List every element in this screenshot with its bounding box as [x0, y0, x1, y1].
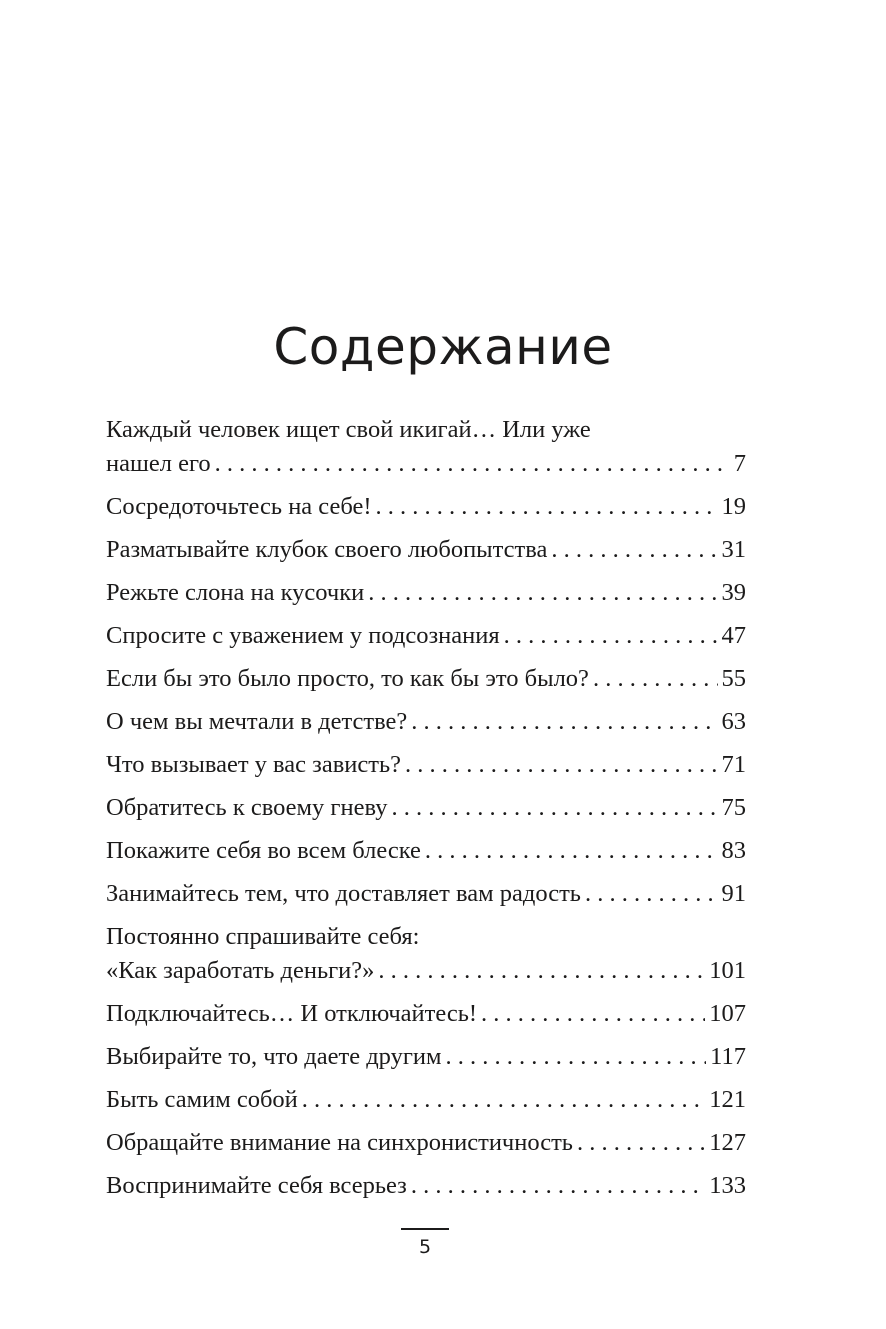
toc-entry: [106, 576, 746, 610]
toc-entry-row: [106, 877, 746, 911]
toc-entry: [106, 997, 746, 1031]
toc-entry-page-number: 55: [721, 665, 746, 692]
toc-entry-page-number: 83: [721, 837, 746, 864]
toc-entry-title: Покажите себя во всем блеске: [106, 837, 421, 864]
dot-leader: [593, 662, 718, 696]
toc-entry-title: Подключайтесь… И отключайтесь!: [106, 1000, 478, 1027]
toc-entry: [106, 1083, 746, 1117]
toc-entry-row: [106, 705, 746, 739]
toc-entry-page-number: 91: [721, 880, 746, 907]
toc-entry-page-number: 19: [721, 493, 746, 520]
dot-leader: [405, 748, 717, 782]
toc-entry: [106, 877, 746, 911]
dot-leader: [577, 1126, 705, 1160]
toc-entry-page-number: 133: [709, 1172, 746, 1199]
toc-entry-title: нашел его: [106, 450, 211, 477]
toc-entry: [106, 834, 746, 868]
dot-leader: [368, 576, 717, 610]
toc-entry-title: Обращайте внимание на синхронистичность: [106, 1129, 573, 1156]
table-of-contents: [106, 413, 746, 1212]
dot-leader: [504, 619, 718, 653]
toc-entry-page-number: 39: [721, 579, 746, 606]
dot-leader: [215, 447, 730, 481]
toc-entry-page-number: 121: [709, 1086, 746, 1113]
dot-leader: [481, 997, 705, 1031]
toc-entry-row: [106, 447, 746, 481]
toc-entry: [106, 705, 746, 739]
toc-entry-title: Быть самим собой: [106, 1086, 298, 1113]
toc-entry-page-number: 47: [721, 622, 746, 649]
toc-entry-page-number: 107: [709, 1000, 746, 1027]
toc-entry-title: Разматывайте клубок своего любопытства: [106, 536, 548, 563]
toc-entry-title: О чем вы мечтали в детстве?: [106, 708, 408, 735]
toc-entry-title: Режьте слона на кусочки: [106, 579, 365, 606]
footer-rule: [401, 1228, 449, 1230]
toc-entry-row: [106, 662, 746, 696]
toc-entry-title: Воспринимайте себя всерьез: [106, 1172, 407, 1199]
toc-entry-title-line: Постоянно спрашивайте себя:: [106, 923, 420, 950]
toc-entry: [106, 1126, 746, 1160]
toc-entry-page-number: 7: [733, 450, 746, 477]
toc-entry-row: [106, 490, 746, 524]
dot-leader: [585, 877, 718, 911]
toc-entry: [106, 791, 746, 825]
dot-leader: [446, 1040, 707, 1074]
toc-entry-title: Занимайтесь тем, что доставляет вам радость: [106, 880, 581, 907]
toc-entry-row: [106, 1040, 746, 1074]
toc-entry-title: «Как заработать деньги?»: [106, 957, 375, 984]
toc-entry: [106, 1169, 746, 1203]
dot-leader: [411, 705, 717, 739]
toc-entry-title: Выбирайте то, что даете другим: [106, 1043, 442, 1070]
toc-entry: [106, 662, 746, 696]
toc-entry: [106, 748, 746, 782]
toc-entry-row: [106, 1169, 746, 1203]
toc-entry-title: Сосредоточьтесь на себе!: [106, 493, 372, 520]
toc-entry-row: [106, 997, 746, 1031]
toc-entry-page-number: 71: [721, 751, 746, 778]
toc-entry-title: Спросите с уважением у подсознания: [106, 622, 500, 649]
toc-entry-page-number: 31: [721, 536, 746, 563]
toc-entry: [106, 490, 746, 524]
toc-entry-row: [106, 834, 746, 868]
toc-entry-page-number: 101: [709, 957, 746, 984]
dot-leader: [425, 834, 718, 868]
toc-entry-title: Если бы это было просто, то как бы это было?: [106, 665, 589, 692]
toc-entry-row: [106, 619, 746, 653]
dot-leader: [551, 533, 717, 567]
dot-leader: [302, 1083, 705, 1117]
toc-entry-row: [106, 748, 746, 782]
dot-leader: [411, 1169, 705, 1203]
toc-entry: [106, 619, 746, 653]
toc-entry-page-number: 63: [721, 708, 746, 735]
page-number: 5: [418, 1236, 432, 1258]
toc-entry: [106, 920, 746, 988]
toc-entry: [106, 533, 746, 567]
dot-leader: [378, 954, 705, 988]
toc-entry-row: [106, 1083, 746, 1117]
toc-entry: [106, 1040, 746, 1074]
toc-entry: [106, 413, 746, 481]
toc-entry-title: Что вызывает у вас зависть?: [106, 751, 402, 778]
toc-entry-page-number: 75: [721, 794, 746, 821]
toc-entry-row: [106, 1126, 746, 1160]
toc-entry-page-number: 117: [710, 1043, 746, 1070]
toc-entry-row: [106, 533, 746, 567]
toc-entry-title: Обратитесь к своему гневу: [106, 794, 388, 821]
dot-leader: [391, 791, 717, 825]
toc-entry-row: [106, 954, 746, 988]
page-title: Содержание: [273, 318, 613, 376]
dot-leader: [376, 490, 718, 524]
toc-entry-page-number: 127: [709, 1129, 746, 1156]
toc-entry-row: [106, 791, 746, 825]
toc-entry-title-line: Каждый человек ищет свой икигай… Или уже: [106, 416, 591, 443]
toc-entry-row: [106, 576, 746, 610]
